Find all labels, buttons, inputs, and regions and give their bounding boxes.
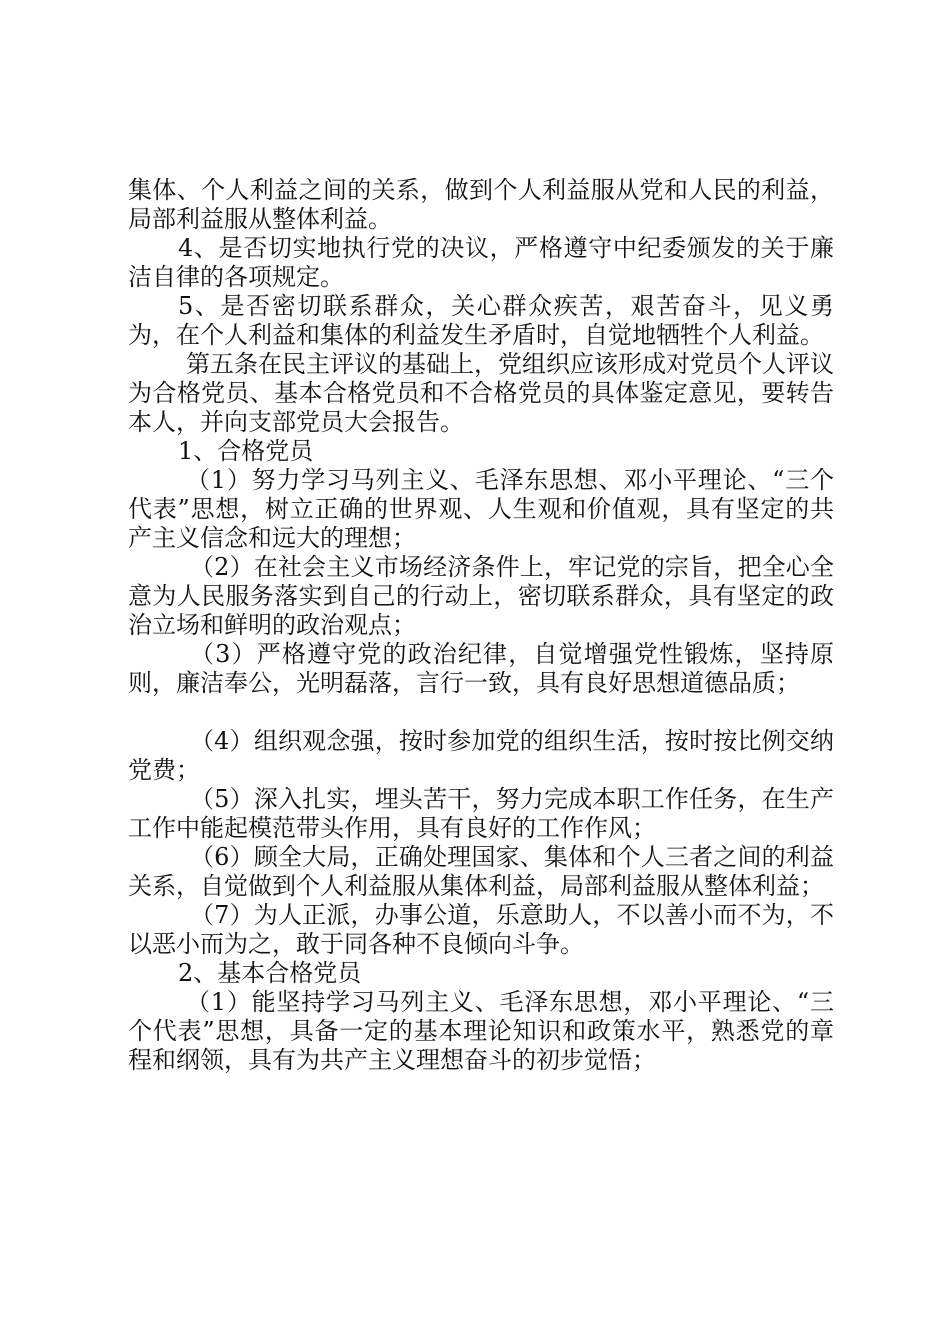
section-heading-qualified: 1、合格党员 xyxy=(178,437,314,465)
blank-line xyxy=(128,698,834,727)
paragraph-qualified-2: （2）在社会主义市场经济条件上，牢记党的宗旨，把全心全意为人民服务落实到自己的行动上，密切联系群众，具有坚定的政治立场和鲜明的政治观点； xyxy=(128,553,834,639)
section-heading-basic-qualified: 2、基本合格党员 xyxy=(178,959,362,987)
paragraph-qualified-3: （3）严格遵守党的政治纪律，自觉增强党性锻炼，坚持原则，廉洁奉公，光明磊落，言行一致，具有良好思想道德品质； xyxy=(128,640,834,697)
paragraph-basic-1: （1）能坚持学习马列主义、毛泽东思想，邓小平理论、“三个代表”思想，具备一定的基本理论知识和政策水平，熟悉党的章程和纲领，具有为共产主义理想奋斗的初步觉悟； xyxy=(128,988,834,1074)
paragraph-qualified-5: （5）深入扎实，埋头苦干，努力完成本职工作任务，在生产工作中能起模范带头作用，具有良好的工作作风； xyxy=(128,785,834,842)
paragraph-qualified-7: （7）为人正派，办事公道，乐意助人，不以善小而不为，不以恶小而为之，敢于同各种不良倾向斗争。 xyxy=(128,901,834,958)
paragraph-continuation: 集体、个人利益之间的关系，做到个人利益服从党和人民的利益，局部利益服从整体利益。 xyxy=(128,176,834,233)
paragraph-article-5: 第五条在民主评议的基础上，党组织应该形成对党员个人评议为合格党员、基本合格党员和不合格党员的具体鉴定意见，要转告本人，并向支部党员大会报告。 xyxy=(128,350,834,436)
paragraph-qualified-4: （4）组织观念强，按时参加党的组织生活，按时按比例交纳党费； xyxy=(128,727,834,784)
paragraph-item-4: 4、是否切实地执行党的决议，严格遵守中纪委颁发的关于廉洁自律的各项规定。 xyxy=(128,234,834,291)
paragraph-qualified-1: （1）努力学习马列主义、毛泽东思想、邓小平理论、“三个代表”思想，树立正确的世界观、人生观和价值观，具有坚定的共产主义信念和远大的理想； xyxy=(128,466,834,552)
paragraph-item-5: 5、是否密切联系群众，关心群众疾苦，艰苦奋斗，见义勇为，在个人利益和集体的利益发生矛盾时，自觉地牺牲个人利益。 xyxy=(128,292,834,349)
document-body xyxy=(128,176,834,1075)
paragraph-qualified-6: （6）顾全大局，正确处理国家、集体和个人三者之间的利益关系，自觉做到个人利益服从集体利益，局部利益服从整体利益； xyxy=(128,843,834,900)
